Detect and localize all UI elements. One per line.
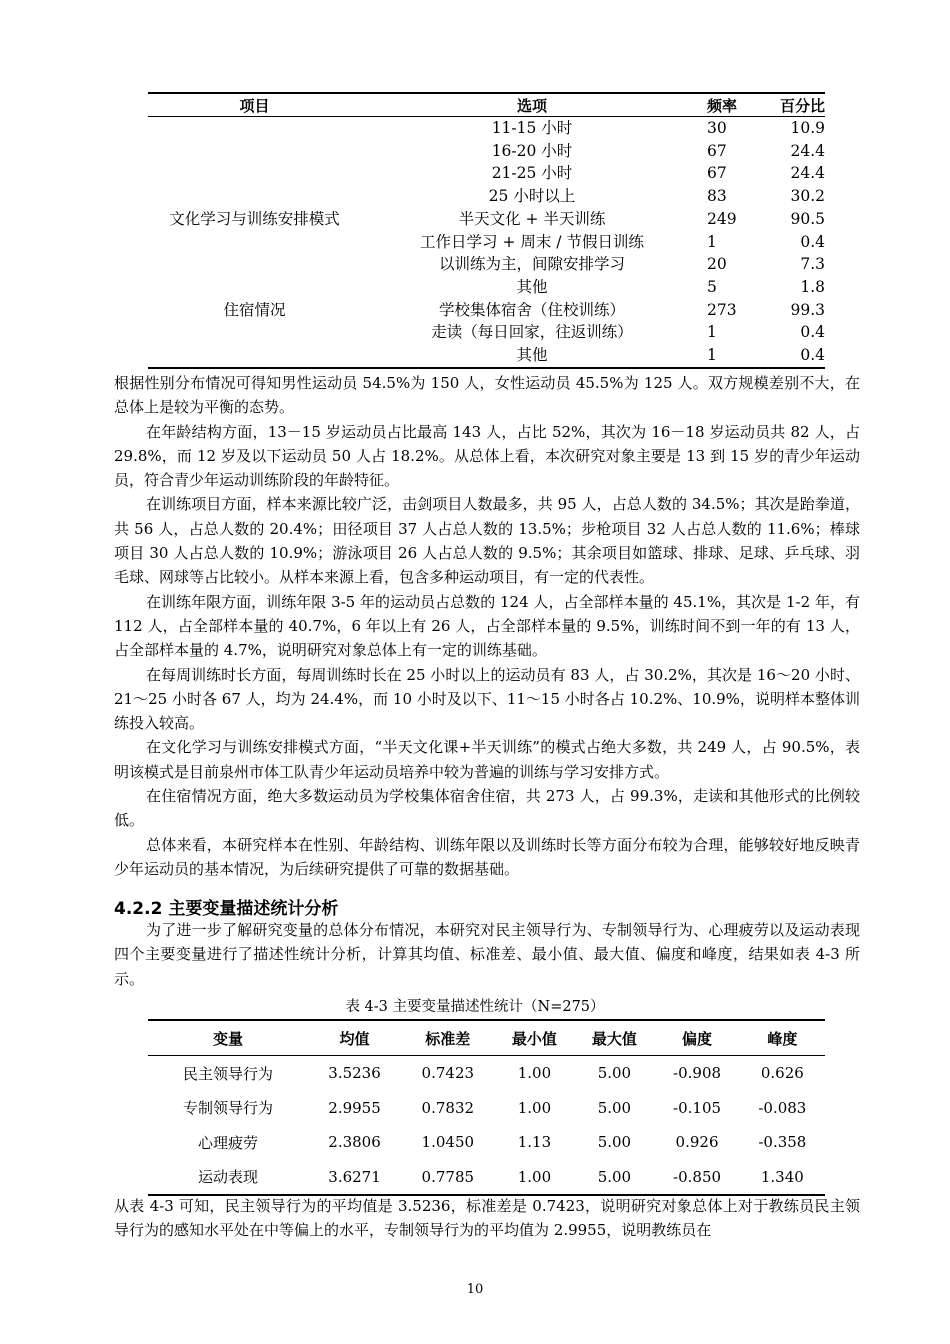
cell-percent: 99.3 [790, 300, 825, 319]
table-row [148, 208, 825, 231]
cell-item [148, 185, 361, 208]
cell-value: -0.358 [758, 1133, 807, 1152]
participant-characteristics-table [148, 92, 825, 369]
cell-value: 2.3806 [328, 1133, 381, 1152]
conclusion-paragraph-block [114, 1194, 860, 1243]
cell-value: 1.00 [517, 1064, 552, 1083]
cell-frequency: 1 [707, 346, 717, 365]
cell-frequency: 83 [707, 187, 727, 206]
cell-option: 25 小时以上 [488, 187, 576, 206]
cell-value: 0.7785 [421, 1167, 475, 1186]
table-row [148, 162, 825, 185]
cell-percent: 0.4 [800, 232, 825, 251]
table-row [148, 253, 825, 276]
cell-percent: 1.8 [800, 277, 825, 296]
table-row [148, 231, 825, 254]
cell-frequency: 249 [707, 209, 737, 228]
page-number: 10 [466, 1282, 484, 1297]
table-row [148, 1091, 825, 1126]
cell-percent: 90.5 [790, 209, 825, 228]
cell-percent: 30.2 [790, 187, 825, 206]
column-header: 最小值 [511, 1029, 557, 1048]
cell-item [148, 117, 361, 140]
cell-option: 其他 [516, 346, 548, 365]
paragraph-descriptive-intro: 为了进一步了解研究变量的总体分布情况，本研究对民主领导行为、专制领导行为、心理疲劳以及运动表现四个主要变量进行了描述性统计分析，计算其均值、标准差、最小值、最大值、偏度和峰度，结果如表 4-3 所示。 [114, 921, 860, 988]
column-header-item: 项目 [239, 96, 270, 115]
paragraph-study-mode: 在文化学习与训练安排模式方面，“半天文化课+半天训练”的模式占绝大多数，共 249 人，占 90.5%，表明该模式是目前泉州市体工队青少年运动员培养中较为普遍的训练与学习安排方式。 [114, 738, 860, 781]
cell-option: 16-20 小时 [491, 141, 573, 160]
column-header: 峰度 [767, 1029, 798, 1048]
cell-item [148, 140, 361, 163]
cell-value: 5.00 [597, 1098, 632, 1117]
column-header: 偏度 [682, 1029, 713, 1048]
paragraph-gender: 根据性别分布情况可得知男性运动员 54.5%为 150 人，女性运动员 45.5%为 125 人。双方规模差别不大，在总体上是较为平衡的态势。 [114, 374, 860, 417]
cell-value: 5.00 [597, 1133, 632, 1152]
cell-value: -0.908 [673, 1064, 722, 1083]
column-header-option: 选项 [516, 96, 547, 115]
cell-value: 1.340 [760, 1167, 804, 1186]
cell-value: 3.6271 [328, 1167, 381, 1186]
column-header: 最大值 [591, 1029, 637, 1048]
cell-frequency: 67 [707, 164, 727, 183]
paragraph-age: 在年龄结构方面，13－15 岁运动员占比最高 143 人，占比 52%，其次为 16－18 岁运动员共 82 人，占 29.8%，而 12 岁及以下运动员 50 人占 18.2%。从总体上看，本次研究对象主要是 13 到 15 岁的青少年运动员，符合青少年运动训练阶段的年龄特征。 [114, 422, 860, 490]
paragraph-summary: 总体来看，本研究样本在性别、年龄结构、训练年限以及训练时长等方面分布较为合理，能够较好地反映青少年运动员的基本情况，为后续研究提供了可靠的数据基础。 [114, 835, 860, 878]
cell-option: 学校集体宿舍（住校训练） [438, 300, 625, 319]
cell-option: 半天文化 + 半天训练 [458, 209, 606, 228]
cell-variable: 民主领导行为 [182, 1064, 273, 1083]
intro-paragraph-block [114, 918, 860, 991]
table-body [148, 1056, 825, 1196]
cell-percent: 0.4 [800, 346, 825, 365]
paragraph-accommodation: 在住宿情况方面，绝大多数运动员为学校集体宿舍住宿，共 273 人，占 99.3%，走读和其他形式的比例较低。 [114, 787, 860, 830]
cell-value: -0.850 [673, 1167, 722, 1186]
cell-value: 5.00 [597, 1167, 632, 1186]
descriptive-statistics-table [148, 1019, 825, 1196]
cell-percent: 10.9 [790, 119, 825, 137]
cell-option: 21-25 小时 [491, 164, 573, 183]
cell-option: 11-15 小时 [491, 119, 573, 137]
cell-value: 1.00 [517, 1098, 552, 1117]
cell-item [148, 276, 361, 299]
column-header-frequency: 频率 [707, 96, 738, 115]
cell-frequency: 20 [707, 255, 727, 274]
cell-item [148, 253, 361, 276]
table-header-row [148, 1020, 825, 1056]
table-row [148, 299, 825, 322]
cell-option: 以训练为主，间隙安排学习 [438, 255, 625, 274]
cell-percent: 7.3 [800, 255, 825, 274]
analysis-paragraphs [114, 371, 860, 881]
column-header: 标准差 [425, 1029, 471, 1048]
table-row [148, 117, 825, 140]
cell-percent: 0.4 [800, 323, 825, 342]
paragraph-training-years: 在训练年限方面，训练年限 3-5 年的运动员占总数的 124 人，占全部样本量的 45.1%，其次是 1-2 年，有 112 人，占全部样本量的 40.7%，6 年以上有 26 人，占全部样本量的 9.5%，训练时间不到一年的有 13 人，占全部样本量的 4.7%，说明研究对象总体上有一定的训练基础。 [114, 592, 860, 660]
table-body [148, 117, 825, 368]
cell-value: 0.7423 [421, 1064, 475, 1083]
cell-frequency: 273 [707, 300, 737, 319]
table-row [148, 1056, 825, 1091]
section-heading: 4.2.2 主要变量描述统计分析 [114, 899, 339, 919]
column-header: 均值 [339, 1029, 370, 1048]
cell-option: 其他 [516, 277, 548, 296]
cell-variable: 专制领导行为 [182, 1099, 273, 1118]
column-header: 变量 [212, 1029, 243, 1048]
cell-item [148, 321, 361, 344]
cell-item: 文化学习与训练安排模式 [169, 209, 340, 228]
table-header-row [148, 93, 825, 117]
cell-percent: 24.4 [790, 164, 825, 183]
cell-option: 走读（每日回家，往返训练） [431, 323, 633, 342]
cell-value: 0.626 [760, 1064, 804, 1083]
table-row [148, 321, 825, 344]
cell-frequency: 1 [707, 323, 717, 342]
table-row [148, 1125, 825, 1160]
table-row [148, 140, 825, 163]
cell-option: 工作日学习 + 周末 / 节假日训练 [420, 232, 644, 251]
cell-item [148, 344, 361, 368]
cell-value: -0.105 [673, 1098, 722, 1117]
cell-frequency: 5 [707, 277, 717, 296]
cell-value: 1.0450 [421, 1133, 475, 1152]
cell-value: 3.5236 [328, 1064, 381, 1083]
paragraph-weekly-hours: 在每周训练时长方面，每周训练时长在 25 小时以上的运动员有 83 人，占 30.2%，其次是 16～20 小时、21～25 小时各 67 人，均为 24.4%，而 10 小时及以下、11～15 小时各占 10.2%、10.9%，说明样本整体训练投入较高。 [114, 665, 860, 733]
table-caption: 表 4-3 主要变量描述性统计（N=275） [345, 999, 605, 1015]
cell-value: 1.00 [517, 1167, 552, 1186]
cell-item: 住宿情况 [223, 300, 286, 319]
table-row [148, 344, 825, 368]
column-header-percent: 百分比 [779, 96, 825, 115]
cell-percent: 24.4 [790, 141, 825, 160]
table-row [148, 276, 825, 299]
table-row [148, 1160, 825, 1196]
table-row [148, 185, 825, 208]
cell-value: -0.083 [758, 1098, 807, 1117]
cell-value: 2.9955 [328, 1098, 381, 1117]
cell-frequency: 67 [707, 141, 727, 160]
paragraph-results: 从表 4-3 可知，民主领导行为的平均值是 3.5236，标准差是 0.7423，说明研究对象总体上对于教练员民主领导行为的感知水平处在中等偏上的水平，专制领导行为的平均值为 2.9955，说明教练员在 [114, 1197, 860, 1240]
cell-value: 0.7832 [421, 1098, 475, 1117]
cell-frequency: 30 [707, 119, 727, 137]
cell-variable: 运动表现 [197, 1168, 258, 1187]
cell-frequency: 1 [707, 232, 717, 251]
cell-item [148, 231, 361, 254]
cell-item [148, 162, 361, 185]
cell-value: 0.926 [675, 1133, 719, 1152]
cell-variable: 心理疲劳 [197, 1133, 258, 1152]
cell-value: 5.00 [597, 1064, 632, 1083]
cell-value: 1.13 [517, 1133, 552, 1152]
paragraph-sport: 在训练项目方面，样本来源比较广泛，击剑项目人数最多，共 95 人，占总人数的 34.5%；其次是跆拳道，共 56 人，占总人数的 20.4%；田径项目 37 人占总人数的 13.5%；步枪项目 32 人占总人数的 11.6%；棒球项目 30 人占总人数的 10.9%；游泳项目 26 人占总人数的 9.5%；其余项目如篮球、排球、足球、乒乓球、羽毛球、网球等占比较小。从样本来源上看，包含多种运动项目，有一定的代表性。 [114, 495, 860, 587]
